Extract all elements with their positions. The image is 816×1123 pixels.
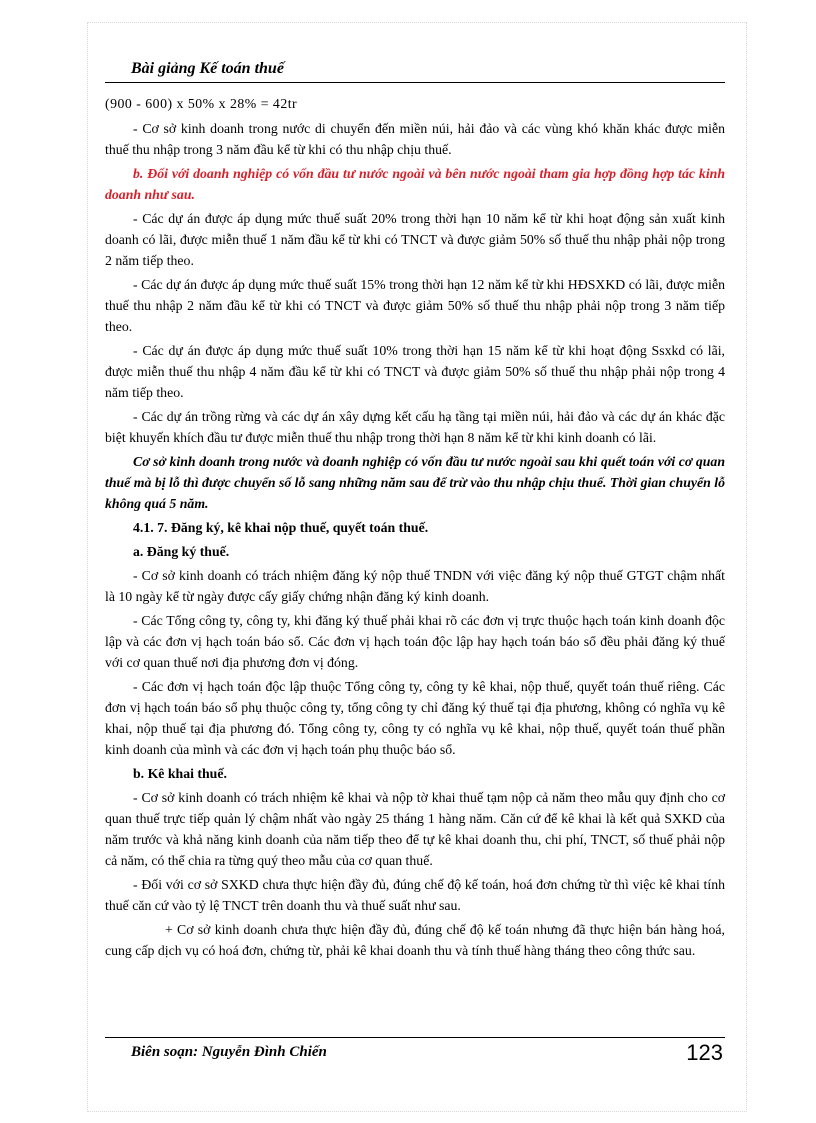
page-header <box>105 60 725 83</box>
paragraph: - Các dự án được áp dụng mức thuế suất 20% trong thời hạn 10 năm kể từ khi hoạt động sản xuất kinh doanh có lãi, được miễn thuế 1 năm đầu kể từ khi có TNCT và được giảm 50% số thuế thu nhập phải nộp trong 2 năm tiếp theo. <box>105 211 725 268</box>
paragraph: - Cơ sở kinh doanh có trách nhiệm đăng ký nộp thuế TNDN với việc đăng ký nộp thuế GTGT chậm nhất là 10 ngày kể từ ngày được cấy giấy chứng nhận đăng ký kinh doanh. <box>105 568 725 604</box>
formula: (900 - 600) x 50% x 28% = 42tr <box>105 96 298 111</box>
paragraph: - Các dự án được áp dụng mức thuế suất 15% trong thời hạn 12 năm kể từ khi HĐSXKD có lãi, được miễn thuế thu nhập 2 năm đầu kể từ khi có TNCT và được giảm 50% số thuế thu nhập phải nộp trong 3 năm tiếp theo. <box>105 277 725 334</box>
paragraph: - Cơ sở kinh doanh có trách nhiệm kê khai và nộp tờ khai thuế tạm nộp cả năm theo mẫu quy định cho cơ quan thuế trực tiếp quản lý chậm nhất vào ngày 25 tháng 1 hàng năm. Căn cứ để kê khai là kết quả SXKD của năm trước và khả năng kinh doanh của năm tiếp theo để tự kê khai doanh thu, chi phí, TNCT, số thuế phải nộp cả năm, có thể chia ra từng quý theo mẫu của cơ quan thuế. <box>105 790 725 868</box>
emphasis-paragraph: Cơ sở kinh doanh trong nước và doanh nghiệp có vốn đầu tư nước ngoài sau khi quết toán với cơ quan thuế mà bị lỗ thì được chuyển số lỗ sang những năm sau để trừ vào thu nhập chịu thuế. Thời gian chuyển lỗ không quá 5 năm. <box>105 454 725 511</box>
paragraph: - Các dự án được áp dụng mức thuế suất 10% trong thời hạn 15 năm kể từ khi hoạt động Ssxkd có lãi, được miễn thuế thu nhập 4 năm đầu kể từ khi có TNCT và được giảm 50% số thuế thu nhập phải nộp trong 4 năm tiếp theo. <box>105 343 725 400</box>
paragraph: - Các Tổng công ty, công ty, khi đăng ký thuế phải khai rõ các đơn vị trực thuộc hạch toán kinh doanh độc lập và các đơn vị hạch toán báo sổ. Các đơn vị hạch toán độc lập hay hạch toán báo sổ đều phải đăng ký thuế với cơ quan thuế nơi địa phương đơn vị đóng. <box>105 613 725 670</box>
paragraph: - Cơ sở kinh doanh trong nước di chuyển đến miền núi, hải đảo và các vùng khó khăn khác được miễn thuế thu nhập trong 3 năm đầu kể từ khi có thu nhập chịu thuế. <box>105 121 725 157</box>
page-number: 123 <box>686 1040 723 1065</box>
paragraph: + Cơ sở kinh doanh chưa thực hiện đầy đủ, đúng chế độ kế toán nhưng đã thực hiện bán hàng hoá, cung cấp dịch vụ có hoá đơn, chứng từ, phải kê khai doanh thu và tính thuế hàng tháng theo công thức sau. <box>105 922 725 958</box>
footer-author: Biên soạn: Nguyễn Đình Chiến <box>131 1044 327 1060</box>
header-title: Bài giảng Kế toán thuế <box>131 60 284 77</box>
subheading-a: a. Đăng ký thuế. <box>133 544 230 559</box>
page-content <box>105 93 725 964</box>
page-footer <box>105 1037 725 1065</box>
subheading-b: b. Kê khai thuế. <box>133 766 227 781</box>
paragraph: - Đối với cơ sở SXKD chưa thực hiện đầy đủ, đúng chế độ kế toán, hoá đơn chứng từ thì việc kê khai tính thuế căn cứ vào tỷ lệ TNCT trên doanh thu và thuế suất như sau. <box>105 877 725 913</box>
section-heading-417: 4.1. 7. Đăng ký, kê khai nộp thuế, quyết toán thuế. <box>133 520 429 535</box>
paragraph: - Các đơn vị hạch toán độc lập thuộc Tổng công ty, công ty kê khai, nộp thuế, quyết toán thuế riêng. Các đơn vị hạch toán báo sổ phụ thuộc công ty, tổng công ty chỉ đăng ký thuế tại địa phương, không có nghĩa vụ kê khai, nộp thuế tại địa phương đó. Tổng công ty, công ty có nghĩa vụ kê khai, nộp thuế, quyết toán thuế phần kinh doanh của mình và các đơn vị hạch toán phụ thuộc báo sổ. <box>105 679 725 757</box>
section-b-title: b. Đối với doanh nghiệp có vốn đầu tư nước ngoài và bên nước ngoài tham gia hợp đồng hợp tác kinh doanh như sau. <box>105 166 725 202</box>
paragraph: - Các dự án trồng rừng và các dự án xây dựng kết cấu hạ tầng tại miền núi, hải đảo và các dự án khác đặc biệt khuyến khích đầu tư được miễn thuế thu nhập trong thời hạn 8 năm kể từ khi kinh doanh có lãi. <box>105 409 725 445</box>
